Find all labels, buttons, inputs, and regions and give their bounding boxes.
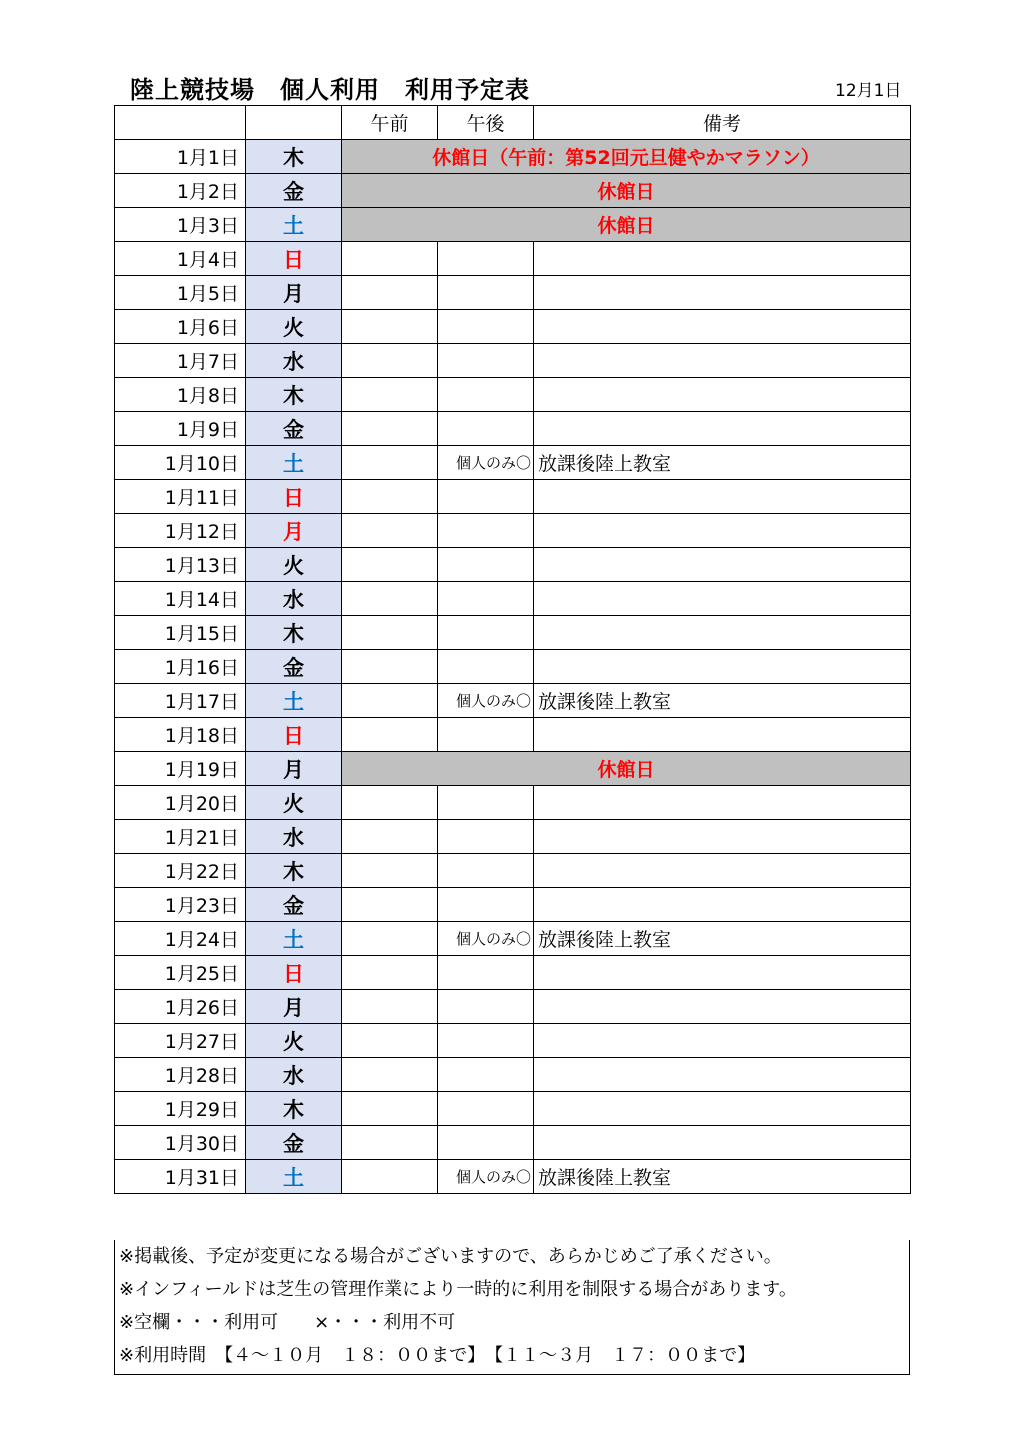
row-weekday: 月 bbox=[246, 276, 342, 310]
row-date: 1月21日 bbox=[115, 820, 246, 854]
row-am bbox=[342, 718, 438, 752]
footer-note: ※インフィールドは芝生の管理作業により一時的に利用を制限する場合があります。 bbox=[119, 1279, 797, 1300]
schedule-row bbox=[115, 752, 911, 786]
schedule-row bbox=[115, 990, 911, 1024]
footer-note: ※空欄・・・利用可 ×・・・利用不可 bbox=[119, 1312, 456, 1333]
row-pm bbox=[438, 412, 534, 446]
row-pm bbox=[438, 548, 534, 582]
row-weekday: 木 bbox=[246, 140, 342, 174]
row-note bbox=[534, 1024, 911, 1058]
row-am bbox=[342, 786, 438, 820]
row-date: 1月11日 bbox=[115, 480, 246, 514]
row-note bbox=[534, 242, 911, 276]
row-date: 1月17日 bbox=[115, 684, 246, 718]
row-pm bbox=[438, 718, 534, 752]
row-pm: 個人のみ〇 bbox=[438, 446, 534, 480]
row-am bbox=[342, 616, 438, 650]
schedule-row bbox=[115, 922, 911, 956]
schedule-row bbox=[115, 548, 911, 582]
schedule-row bbox=[115, 888, 911, 922]
row-pm bbox=[438, 1126, 534, 1160]
row-am bbox=[342, 1092, 438, 1126]
row-note: 放課後陸上教室 bbox=[534, 922, 911, 956]
row-pm bbox=[438, 786, 534, 820]
row-pm bbox=[438, 582, 534, 616]
row-date: 1月3日 bbox=[115, 208, 246, 242]
row-weekday: 日 bbox=[246, 242, 342, 276]
row-date: 1月14日 bbox=[115, 582, 246, 616]
header-am: 午前 bbox=[342, 106, 438, 140]
schedule-row bbox=[115, 820, 911, 854]
schedule-row bbox=[115, 446, 911, 480]
row-note bbox=[534, 480, 911, 514]
row-pm bbox=[438, 1092, 534, 1126]
closed-cell: 休館日（午前：第52回元旦健やかマラソン） bbox=[342, 140, 911, 174]
row-weekday: 金 bbox=[246, 650, 342, 684]
row-am bbox=[342, 548, 438, 582]
row-pm bbox=[438, 990, 534, 1024]
row-pm bbox=[438, 820, 534, 854]
schedule-row bbox=[115, 718, 911, 752]
row-date: 1月8日 bbox=[115, 378, 246, 412]
row-date: 1月16日 bbox=[115, 650, 246, 684]
row-weekday: 金 bbox=[246, 174, 342, 208]
header-note: 備考 bbox=[534, 106, 911, 140]
closed-cell: 休館日 bbox=[342, 752, 911, 786]
header-pm: 午後 bbox=[438, 106, 534, 140]
issue-date: 12月1日 bbox=[835, 81, 902, 101]
schedule-row bbox=[115, 514, 911, 548]
row-am bbox=[342, 378, 438, 412]
row-am bbox=[342, 922, 438, 956]
row-note bbox=[534, 786, 911, 820]
row-weekday: 金 bbox=[246, 412, 342, 446]
row-note bbox=[534, 1126, 911, 1160]
schedule-row bbox=[115, 1092, 911, 1126]
row-note bbox=[534, 412, 911, 446]
schedule-row bbox=[115, 310, 911, 344]
row-date: 1月25日 bbox=[115, 956, 246, 990]
schedule-row bbox=[115, 786, 911, 820]
row-note bbox=[534, 514, 911, 548]
schedule-row bbox=[115, 1024, 911, 1058]
row-date: 1月19日 bbox=[115, 752, 246, 786]
row-am bbox=[342, 514, 438, 548]
schedule-row bbox=[115, 412, 911, 446]
row-weekday: 木 bbox=[246, 854, 342, 888]
schedule-row bbox=[115, 582, 911, 616]
row-pm bbox=[438, 344, 534, 378]
row-weekday: 月 bbox=[246, 752, 342, 786]
schedule-row bbox=[115, 616, 911, 650]
row-weekday: 木 bbox=[246, 1092, 342, 1126]
row-note bbox=[534, 1058, 911, 1092]
row-date: 1月22日 bbox=[115, 854, 246, 888]
row-note: 放課後陸上教室 bbox=[534, 684, 911, 718]
schedule-row bbox=[115, 684, 911, 718]
schedule-row bbox=[115, 140, 911, 174]
row-note bbox=[534, 650, 911, 684]
schedule-row bbox=[115, 276, 911, 310]
row-weekday: 土 bbox=[246, 446, 342, 480]
row-am bbox=[342, 820, 438, 854]
row-pm bbox=[438, 242, 534, 276]
schedule-row bbox=[115, 1160, 911, 1194]
row-pm bbox=[438, 310, 534, 344]
row-pm: 個人のみ〇 bbox=[438, 684, 534, 718]
row-pm: 個人のみ〇 bbox=[438, 1160, 534, 1194]
row-date: 1月26日 bbox=[115, 990, 246, 1024]
row-date: 1月1日 bbox=[115, 140, 246, 174]
row-date: 1月7日 bbox=[115, 344, 246, 378]
row-am bbox=[342, 310, 438, 344]
row-am bbox=[342, 956, 438, 990]
closed-cell: 休館日 bbox=[342, 174, 911, 208]
row-date: 1月15日 bbox=[115, 616, 246, 650]
row-am bbox=[342, 582, 438, 616]
row-weekday: 火 bbox=[246, 1024, 342, 1058]
row-note bbox=[534, 718, 911, 752]
page-title: 陸上競技場 個人利用 利用予定表 bbox=[130, 76, 530, 104]
row-note bbox=[534, 956, 911, 990]
row-note bbox=[534, 582, 911, 616]
row-weekday: 木 bbox=[246, 378, 342, 412]
schedule-row bbox=[115, 174, 911, 208]
row-pm bbox=[438, 616, 534, 650]
schedule-row bbox=[115, 480, 911, 514]
row-am bbox=[342, 412, 438, 446]
row-date: 1月9日 bbox=[115, 412, 246, 446]
footer-note: ※利用時間 【４～１０月 １８：００まで】 【１１～３月 １７：００まで】 bbox=[119, 1345, 756, 1366]
row-weekday: 水 bbox=[246, 1058, 342, 1092]
row-weekday: 水 bbox=[246, 820, 342, 854]
row-pm bbox=[438, 1058, 534, 1092]
schedule-row bbox=[115, 650, 911, 684]
row-date: 1月20日 bbox=[115, 786, 246, 820]
row-pm bbox=[438, 854, 534, 888]
row-date: 1月5日 bbox=[115, 276, 246, 310]
schedule-row bbox=[115, 378, 911, 412]
header-date bbox=[115, 106, 246, 140]
row-weekday: 木 bbox=[246, 616, 342, 650]
row-am bbox=[342, 888, 438, 922]
row-note bbox=[534, 820, 911, 854]
row-note bbox=[534, 378, 911, 412]
closed-cell: 休館日 bbox=[342, 208, 911, 242]
schedule-row bbox=[115, 1126, 911, 1160]
row-date: 1月30日 bbox=[115, 1126, 246, 1160]
schedule-row bbox=[115, 242, 911, 276]
row-pm bbox=[438, 514, 534, 548]
row-note bbox=[534, 1092, 911, 1126]
row-pm bbox=[438, 1024, 534, 1058]
row-weekday: 水 bbox=[246, 344, 342, 378]
row-note bbox=[534, 276, 911, 310]
row-date: 1月29日 bbox=[115, 1092, 246, 1126]
row-weekday: 月 bbox=[246, 514, 342, 548]
row-date: 1月24日 bbox=[115, 922, 246, 956]
row-date: 1月31日 bbox=[115, 1160, 246, 1194]
row-date: 1月18日 bbox=[115, 718, 246, 752]
row-date: 1月23日 bbox=[115, 888, 246, 922]
schedule-row bbox=[115, 1058, 911, 1092]
row-date: 1月28日 bbox=[115, 1058, 246, 1092]
schedule-row bbox=[115, 208, 911, 242]
footer-note: ※掲載後、予定が変更になる場合がございますので、あらかじめご了承ください。 bbox=[119, 1246, 782, 1267]
row-am bbox=[342, 480, 438, 514]
schedule-row bbox=[115, 956, 911, 990]
row-am bbox=[342, 1058, 438, 1092]
row-weekday: 水 bbox=[246, 582, 342, 616]
row-pm bbox=[438, 956, 534, 990]
header-dow bbox=[246, 106, 342, 140]
row-weekday: 土 bbox=[246, 684, 342, 718]
row-note bbox=[534, 854, 911, 888]
schedule-row bbox=[115, 854, 911, 888]
row-pm bbox=[438, 888, 534, 922]
row-am bbox=[342, 1024, 438, 1058]
row-weekday: 日 bbox=[246, 718, 342, 752]
row-pm bbox=[438, 378, 534, 412]
row-weekday: 土 bbox=[246, 1160, 342, 1194]
row-date: 1月12日 bbox=[115, 514, 246, 548]
schedule-row bbox=[115, 344, 911, 378]
row-date: 1月2日 bbox=[115, 174, 246, 208]
row-am bbox=[342, 1160, 438, 1194]
row-note bbox=[534, 990, 911, 1024]
row-weekday: 金 bbox=[246, 1126, 342, 1160]
row-pm bbox=[438, 650, 534, 684]
row-date: 1月6日 bbox=[115, 310, 246, 344]
row-pm bbox=[438, 276, 534, 310]
row-am bbox=[342, 684, 438, 718]
row-note: 放課後陸上教室 bbox=[534, 1160, 911, 1194]
row-pm: 個人のみ〇 bbox=[438, 922, 534, 956]
row-weekday: 土 bbox=[246, 922, 342, 956]
row-weekday: 月 bbox=[246, 990, 342, 1024]
row-date: 1月10日 bbox=[115, 446, 246, 480]
row-weekday: 火 bbox=[246, 786, 342, 820]
row-weekday: 金 bbox=[246, 888, 342, 922]
row-am bbox=[342, 344, 438, 378]
row-am bbox=[342, 990, 438, 1024]
row-pm bbox=[438, 480, 534, 514]
row-am bbox=[342, 854, 438, 888]
row-weekday: 火 bbox=[246, 548, 342, 582]
row-am bbox=[342, 276, 438, 310]
row-note bbox=[534, 888, 911, 922]
row-date: 1月4日 bbox=[115, 242, 246, 276]
schedule-table bbox=[114, 105, 911, 1194]
row-am bbox=[342, 1126, 438, 1160]
row-am bbox=[342, 242, 438, 276]
row-am bbox=[342, 650, 438, 684]
row-am bbox=[342, 446, 438, 480]
header-row bbox=[115, 106, 911, 140]
row-date: 1月13日 bbox=[115, 548, 246, 582]
row-weekday: 土 bbox=[246, 208, 342, 242]
row-note bbox=[534, 310, 911, 344]
row-note bbox=[534, 344, 911, 378]
footer-notes bbox=[114, 1240, 910, 1375]
row-note: 放課後陸上教室 bbox=[534, 446, 911, 480]
row-date: 1月27日 bbox=[115, 1024, 246, 1058]
row-note bbox=[534, 616, 911, 650]
row-weekday: 日 bbox=[246, 480, 342, 514]
row-note bbox=[534, 548, 911, 582]
row-weekday: 日 bbox=[246, 956, 342, 990]
row-weekday: 火 bbox=[246, 310, 342, 344]
schedule-body bbox=[115, 106, 911, 1194]
